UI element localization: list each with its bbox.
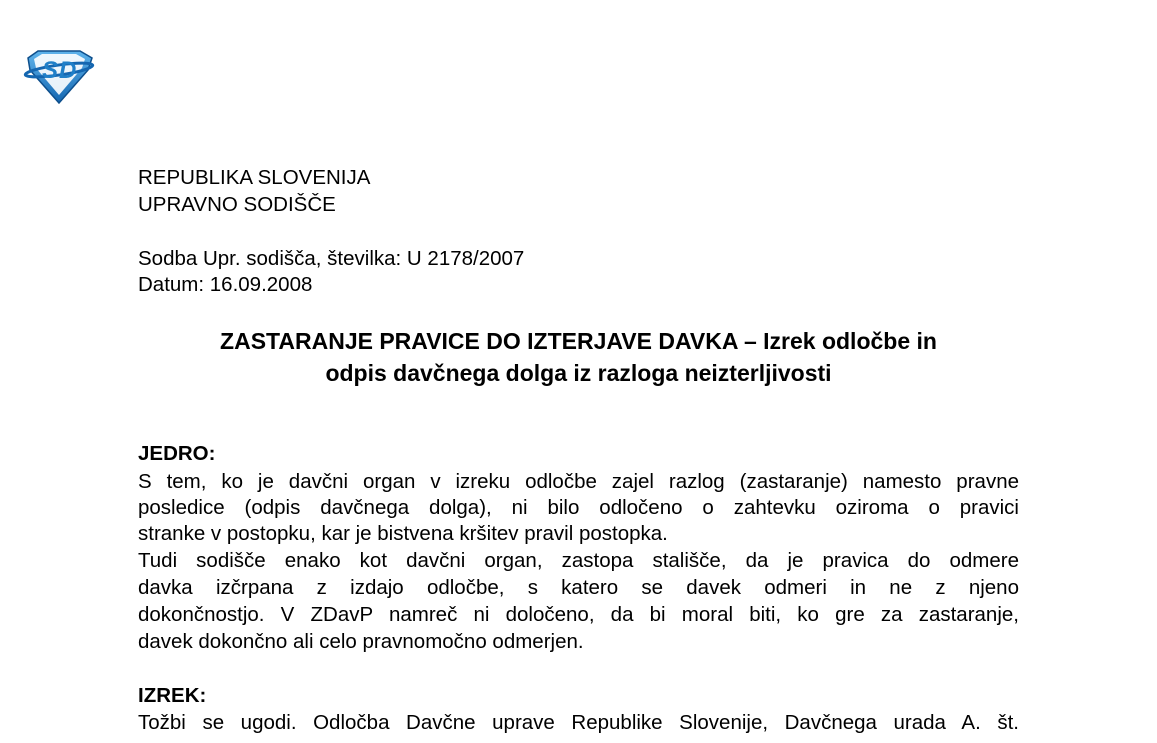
jedro-line: davka izčrpana z izdajo odločbe, s katero se davek odmeri in ne z njeno xyxy=(138,576,1019,599)
country-name: REPUBLIKA SLOVENIJA xyxy=(138,166,371,189)
decision-date: Datum: 16.09.2008 xyxy=(138,273,313,296)
jedro-label: JEDRO: xyxy=(138,442,216,465)
jedro-line: Tudi sodišče enako kot davčni organ, zastopa stališče, da je pravica do odmere xyxy=(138,549,1019,572)
document-title-line-1: ZASTARANJE PRAVICE DO IZTERJAVE DAVKA – Izrek odločbe in xyxy=(220,328,937,354)
case-number: Sodba Upr. sodišča, številka: U 2178/2007 xyxy=(138,247,525,270)
izrek-label: IZREK: xyxy=(138,684,207,707)
izrek-line: Tožbi se ugodi. Odločba Davčne uprave Republike Slovenije, Davčnega urada A. št. xyxy=(138,711,1019,734)
jedro-line: S tem, ko je davčni organ v izreku odločbe zajel razlog (zastaranje) namesto pravne xyxy=(138,470,1019,493)
jedro-line: davek dokončno ali celo pravnomočno odmerjen. xyxy=(138,630,584,653)
document-title-line-2: odpis davčnega dolga iz razloga neizterljivosti xyxy=(325,360,832,386)
court-name: UPRAVNO SODIŠČE xyxy=(138,193,336,216)
court-logo-icon xyxy=(22,48,96,104)
jedro-line: posledice (odpis davčnega dolga), ni bilo odločeno o zahtevku oziroma o pravici xyxy=(138,496,1019,519)
svg-text:S: S xyxy=(42,57,59,84)
jedro-line: dokončnostjo. V ZDavP namreč ni določeno, da bi moral biti, ko gre za zastaranje, xyxy=(138,603,1019,626)
jedro-line: stranke v postopku, kar je bistvena kršitev pravil postopka. xyxy=(138,522,668,545)
svg-text:D: D xyxy=(59,57,77,84)
